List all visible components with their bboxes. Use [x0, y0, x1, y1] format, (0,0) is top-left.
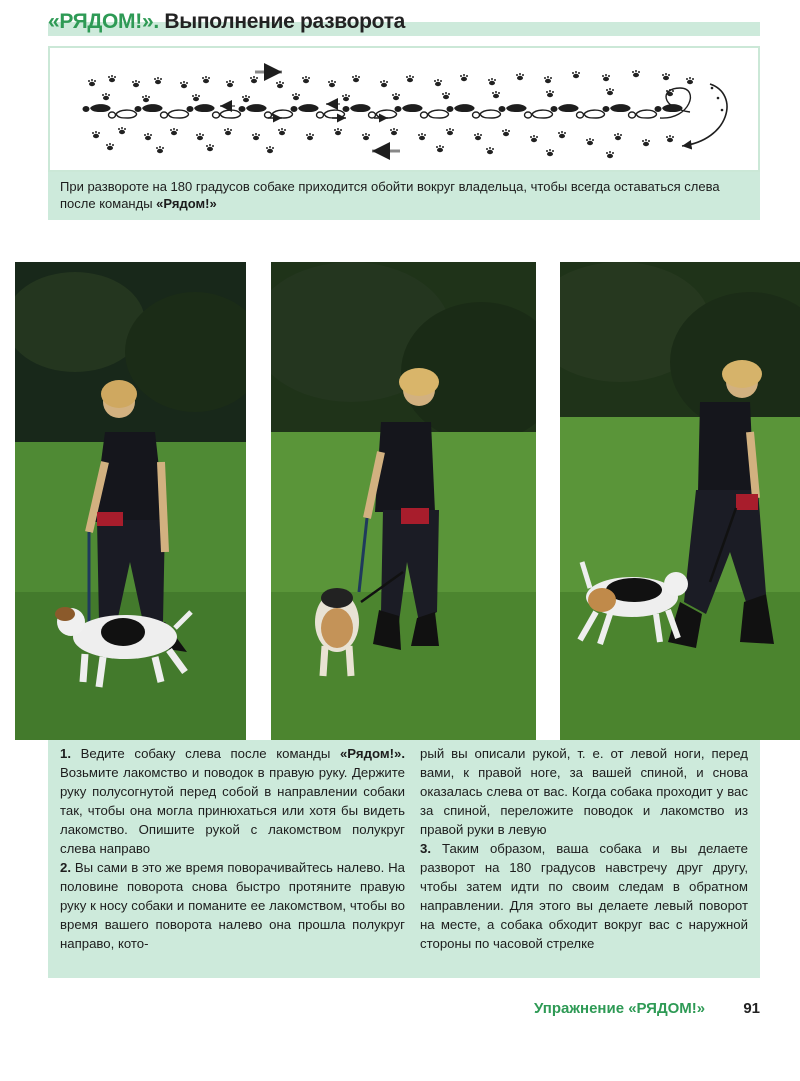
- step-2-text-left: Вы сами в это же время поворачивайтесь налево. На половине поворота снова быстро протяните правую руку к носу собаки и поманите ее лакомством, чтобы во время вашего поворота налево она прошла полукруг направо, кото-: [60, 860, 405, 951]
- diagram-caption: [48, 172, 760, 220]
- turn-diagram: [48, 46, 760, 172]
- step-1-text-b: Возьмите лакомство и поводок в правую руку. Держите руку полусогнутой перед собой в направлении собаки так, чтобы она могла принюхаться или хотя бы видеть лакомство. Опишите рукой с лакомством полукруг слева направо: [60, 765, 405, 856]
- page-title-bar: [48, 8, 760, 36]
- steps-panel: [48, 740, 760, 978]
- step-3-number: 3.: [420, 841, 431, 856]
- step-1: [60, 744, 405, 858]
- step-1-command: «Рядом!».: [339, 746, 405, 761]
- page-title: [48, 8, 760, 36]
- step-1-text-a: Ведите собаку слева после команды: [71, 746, 340, 761]
- footer-section-title: Упражнение «РЯДОМ!»: [534, 1000, 706, 1017]
- photo-step-2: [271, 262, 536, 740]
- step-3-text: Таким образом, ваша собака и вы делаете разворот на 180 градусов навстречу друг другу, чтобы затем идти по своим следам в обратном направлении. Для этого вы делаете левый поворот на месте, а собака обходит вокруг вас с наружной стороны по часовой стрелке: [420, 841, 748, 951]
- photo-woman-luring-dog: [271, 262, 536, 740]
- step-1-number: 1.: [60, 746, 71, 761]
- paw-prints-bottom: [92, 127, 674, 158]
- step-3: [420, 839, 748, 953]
- shoe-prints: [83, 104, 683, 118]
- step-2-number: 2.: [60, 860, 71, 875]
- photo-step-3: [560, 262, 800, 740]
- steps-column-right: [420, 744, 748, 953]
- page-title-quoted: «РЯДОМ!».: [48, 10, 159, 33]
- paw-prints-top: [88, 70, 694, 102]
- photo-step-1: [15, 262, 246, 740]
- footprint-diagram: [50, 48, 762, 174]
- page-title-rest: Выполнение разворота: [158, 10, 406, 33]
- photo-woman-turning-dog-left: [15, 262, 246, 740]
- step-2: [60, 858, 405, 953]
- step-2-continued: рый вы описали рукой, т. е. от левой ноги, перед вами, к правой ноге, за вашей спиной, и снова оказалась слева от вас. Когда собака проходит у вас за спиной, переложите поводок и лакомство из правой руки в левую: [420, 746, 748, 837]
- steps-column-left: [60, 744, 405, 953]
- page-number: 91: [743, 1000, 760, 1017]
- diagram-caption-text: При развороте на 180 градусов собаке приходится обойти вокруг владельца, чтобы всегда оставаться слева после команды: [60, 179, 720, 211]
- page-footer: [534, 1000, 760, 1017]
- diagram-caption-command: «Рядом!»: [156, 196, 217, 211]
- photo-dog-behind-woman: [560, 262, 800, 740]
